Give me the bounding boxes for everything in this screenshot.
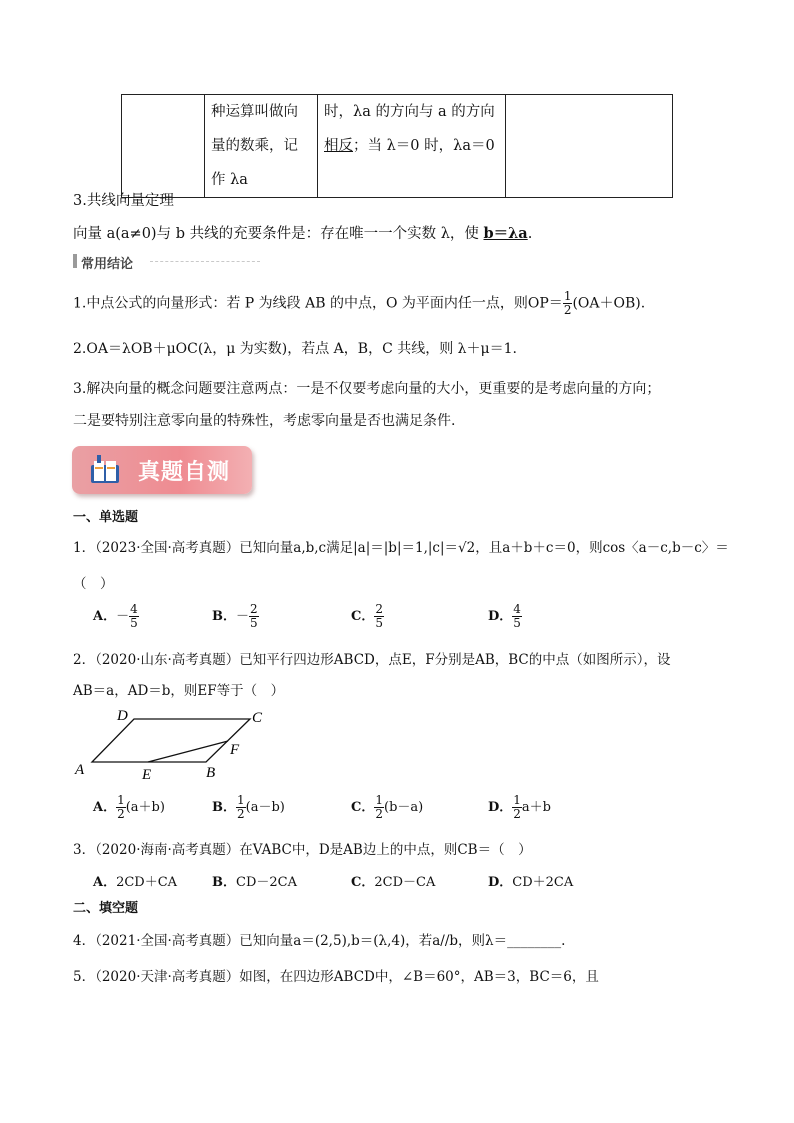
divider: [150, 261, 260, 262]
table-cell-1: [122, 95, 205, 198]
denominator: 2: [563, 303, 572, 317]
option-label: B．: [212, 800, 236, 815]
denominator: 2: [117, 807, 125, 821]
table-cell-2-line2: 量的数乘，记: [211, 138, 298, 154]
question-5-stem: 5．（2020·天津·高考真题）如图，在四边形ABCD中，∠B＝60°，AB＝3，BC＝6，且: [73, 969, 599, 985]
option-fraction: [374, 603, 384, 630]
conclusion-item-3-line1: 3.解决向量的概念问题要注意两点：一是不仅要考虑向量的大小，更重要的是考虑向量的方向；: [73, 381, 661, 397]
q1-option-c: [351, 603, 384, 630]
table-cell-3-text: ；当 λ＝0 时，λa＝0: [353, 138, 495, 154]
numerator: 1: [237, 793, 245, 807]
parallelogram-figure: [70, 700, 290, 790]
book-icon: [88, 453, 122, 487]
underlined-word: 相反: [324, 138, 353, 154]
theorem-end: .: [527, 226, 533, 242]
conclusion-1-text: 1.中点公式的向量形式：若 P 为线段 AB 的中点，O 为平面内任一点，则OP＝: [73, 295, 563, 312]
option-label: A．: [93, 875, 117, 890]
option-label: C．: [351, 609, 375, 624]
label-c: C: [252, 710, 263, 726]
q3-option-b: [212, 871, 297, 890]
label-e: E: [142, 767, 152, 783]
conclusion-1-end: (OA＋OB).: [572, 295, 646, 312]
theorem-body: [73, 222, 532, 243]
numerator: 4: [130, 602, 138, 616]
numerator: 1: [513, 793, 521, 807]
theorem-text: 向量 a(a≠0)与 b 共线的充要条件是：存在唯一一个实数 λ，使: [73, 226, 484, 242]
question-2-stem: 2．（2020·山东·高考真题）已知平行四边形ABCD，点E，F分别是AB，BC的中点（如图所示），设: [73, 652, 671, 668]
numerator: 1: [117, 793, 125, 807]
option-label: B．: [212, 875, 236, 890]
conclusion-item-3-line2: 二是要特别注意零向量的特殊性，考虑零向量是否也满足条件.: [73, 413, 456, 429]
conclusions-heading: 常用结论: [81, 257, 134, 272]
theorem-formula: b＝λa: [483, 225, 528, 242]
table-cell-3: [318, 95, 506, 198]
option-expression: CD＋2CA: [512, 875, 574, 890]
option-label: A．: [93, 800, 117, 815]
option-expression: (b－a): [384, 800, 424, 815]
option-expression: a＋b: [521, 800, 551, 815]
q1-option-d: [488, 603, 522, 630]
label-a: A: [75, 762, 85, 778]
table-cell-2-line3: 作 λa: [211, 172, 248, 188]
option-expression: CD－2CA: [236, 875, 297, 890]
option-expression: 2CD＋CA: [116, 875, 178, 890]
table-cell-4: [506, 95, 673, 198]
option-fraction: [374, 794, 384, 821]
option-fraction: [129, 603, 139, 630]
q2-option-a: [93, 794, 165, 821]
option-fraction: [116, 794, 126, 821]
q3-option-d: [488, 871, 573, 890]
theorem-heading: 3.共线向量定理: [73, 193, 174, 209]
numerator: 1: [563, 289, 572, 303]
question-2-line2: AB＝a，AD＝b，则EF等于（ ）: [73, 683, 285, 699]
q2-option-b: [212, 794, 285, 821]
section-marker: [73, 254, 77, 268]
denominator: 5: [250, 616, 258, 630]
denominator: 5: [375, 616, 383, 630]
table-cell-2: [205, 95, 318, 198]
table-cell-3-line2: [324, 129, 499, 163]
option-label: C．: [351, 800, 375, 815]
option-label: D．: [488, 609, 513, 624]
option-label: C．: [351, 875, 375, 890]
q2-option-d: [488, 794, 551, 821]
option-expression: (a＋b): [125, 800, 165, 815]
question-1-stem: 1．（2023·全国·高考真题）已知向量a,b,c满足|a|＝|b|＝1,|c|＝√2，且a＋b＋c＝0，则cos〈a－c,b－c〉＝: [73, 540, 729, 556]
option-sign: －: [236, 609, 250, 624]
numerator: 1: [375, 793, 383, 807]
banner-title: 真题自测: [138, 460, 231, 485]
option-fraction: [249, 603, 259, 630]
table-cell-2-line1: 种运算叫做向: [211, 104, 298, 120]
question-3-stem: 3．（2020·海南·高考真题）在VABC中，D是AB边上的中点，则CB＝（ ）: [73, 842, 532, 858]
section-2-heading: 二、填空题: [73, 901, 139, 916]
q1-option-b: [212, 603, 259, 630]
label-d: D: [117, 708, 128, 724]
section-1-heading: 一、单选题: [73, 510, 139, 525]
option-sign: －: [116, 609, 130, 624]
q2-option-c: [351, 794, 423, 821]
option-expression: (a－b): [245, 800, 285, 815]
q1-option-a: [93, 603, 139, 630]
option-label: A．: [93, 609, 117, 624]
numerator: 2: [250, 602, 258, 616]
q3-option-a: [93, 871, 177, 890]
label-f: F: [230, 742, 240, 758]
option-fraction: [512, 603, 522, 630]
option-label: B．: [212, 609, 236, 624]
numerator: 4: [513, 602, 521, 616]
denominator: 2: [375, 807, 383, 821]
denominator: 5: [130, 616, 138, 630]
numerator: 2: [375, 602, 383, 616]
q3-option-c: [351, 871, 435, 890]
option-fraction: [236, 794, 246, 821]
definition-table: [121, 94, 673, 198]
question-1-paren: （ ）: [73, 576, 114, 592]
option-fraction: [512, 794, 522, 821]
denominator: 2: [513, 807, 521, 821]
question-4-stem: 4．（2021·全国·高考真题）已知向量a＝(2,5),b＝(λ,4)，若a//b，则λ＝________.: [73, 933, 566, 949]
option-label: D．: [488, 875, 513, 890]
denominator: 5: [513, 616, 521, 630]
option-expression: 2CD－CA: [374, 875, 436, 890]
denominator: 2: [237, 807, 245, 821]
option-label: D．: [488, 800, 513, 815]
conclusion-item-1: [73, 290, 645, 317]
table-cell-3-line1: 时，λa 的方向与 a 的方向: [324, 104, 495, 120]
fraction: [563, 290, 573, 317]
label-b: B: [206, 765, 216, 781]
conclusion-item-2: 2.OA＝λOB＋μOC(λ，μ 为实数)，若点 A，B，C 共线，则 λ＋μ＝1.: [73, 341, 518, 357]
